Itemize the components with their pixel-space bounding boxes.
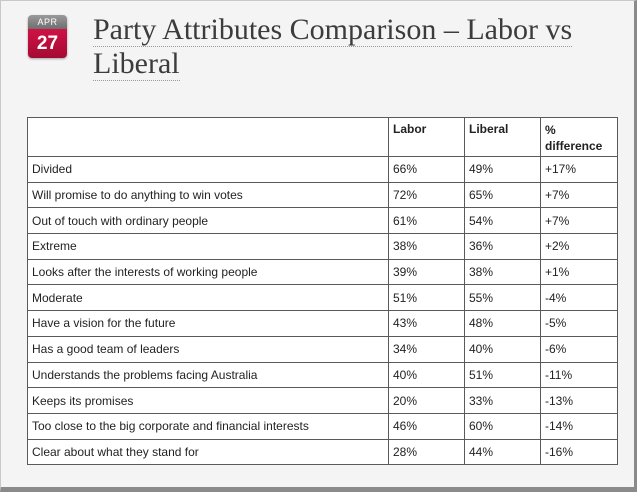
table-header-row <box>28 118 618 157</box>
cell-labor: 40% <box>389 362 465 388</box>
cell-difference: +17% <box>541 157 618 183</box>
cell-difference: -13% <box>541 388 618 414</box>
cell-difference: -16% <box>541 439 618 465</box>
attributes-table <box>27 117 618 465</box>
cell-difference: +2% <box>541 234 618 260</box>
table-row <box>28 208 618 234</box>
cell-liberal: 54% <box>465 208 541 234</box>
table-row <box>28 157 618 183</box>
cell-liberal: 65% <box>465 182 541 208</box>
cell-attribute: Too close to the big corporate and financial interests <box>28 413 389 439</box>
table-row <box>28 285 618 311</box>
table-row <box>28 362 618 388</box>
cell-labor: 61% <box>389 208 465 234</box>
cell-difference: +7% <box>541 208 618 234</box>
header-liberal: Liberal <box>465 118 541 157</box>
post-title-line-1[interactable]: Party Attributes Comparison – Labor vs <box>93 13 573 46</box>
header-labor: Labor <box>389 118 465 157</box>
table-row <box>28 234 618 260</box>
date-day: 27 <box>28 29 67 58</box>
table-row <box>28 182 618 208</box>
cell-labor: 43% <box>389 311 465 337</box>
header-difference: % difference <box>541 118 618 157</box>
cell-difference: +7% <box>541 182 618 208</box>
cell-liberal: 51% <box>465 362 541 388</box>
table-row <box>28 311 618 337</box>
cell-liberal: 60% <box>465 413 541 439</box>
cell-labor: 39% <box>389 259 465 285</box>
header-attribute <box>28 118 389 157</box>
cell-liberal: 49% <box>465 157 541 183</box>
cell-attribute: Out of touch with ordinary people <box>28 208 389 234</box>
date-badge <box>28 15 67 58</box>
cell-attribute: Have a vision for the future <box>28 311 389 337</box>
post-title-line-2[interactable]: Liberal <box>93 47 180 80</box>
cell-liberal: 44% <box>465 439 541 465</box>
cell-attribute: Extreme <box>28 234 389 260</box>
date-month: APR <box>28 15 67 29</box>
cell-labor: 46% <box>389 413 465 439</box>
cell-liberal: 40% <box>465 336 541 362</box>
table-row <box>28 336 618 362</box>
cell-difference: -4% <box>541 285 618 311</box>
cell-attribute: Understands the problems facing Australia <box>28 362 389 388</box>
cell-labor: 34% <box>389 336 465 362</box>
cell-liberal: 38% <box>465 259 541 285</box>
table-row <box>28 388 618 414</box>
cell-labor: 51% <box>389 285 465 311</box>
table-row <box>28 259 618 285</box>
cell-difference: +1% <box>541 259 618 285</box>
cell-attribute: Keeps its promises <box>28 388 389 414</box>
cell-labor: 72% <box>389 182 465 208</box>
cell-difference: -5% <box>541 311 618 337</box>
cell-attribute: Clear about what they stand for <box>28 439 389 465</box>
table-row <box>28 439 618 465</box>
cell-liberal: 48% <box>465 311 541 337</box>
cell-labor: 66% <box>389 157 465 183</box>
cell-labor: 28% <box>389 439 465 465</box>
cell-attribute: Looks after the interests of working people <box>28 259 389 285</box>
cell-difference: -6% <box>541 336 618 362</box>
table-row <box>28 413 618 439</box>
cell-difference: -11% <box>541 362 618 388</box>
cell-liberal: 55% <box>465 285 541 311</box>
post-title[interactable] <box>93 13 613 81</box>
cell-liberal: 36% <box>465 234 541 260</box>
cell-labor: 38% <box>389 234 465 260</box>
cell-attribute: Moderate <box>28 285 389 311</box>
cell-labor: 20% <box>389 388 465 414</box>
cell-attribute: Has a good team of leaders <box>28 336 389 362</box>
cell-liberal: 33% <box>465 388 541 414</box>
cell-difference: -14% <box>541 413 618 439</box>
cell-attribute: Will promise to do anything to win votes <box>28 182 389 208</box>
cell-attribute: Divided <box>28 157 389 183</box>
